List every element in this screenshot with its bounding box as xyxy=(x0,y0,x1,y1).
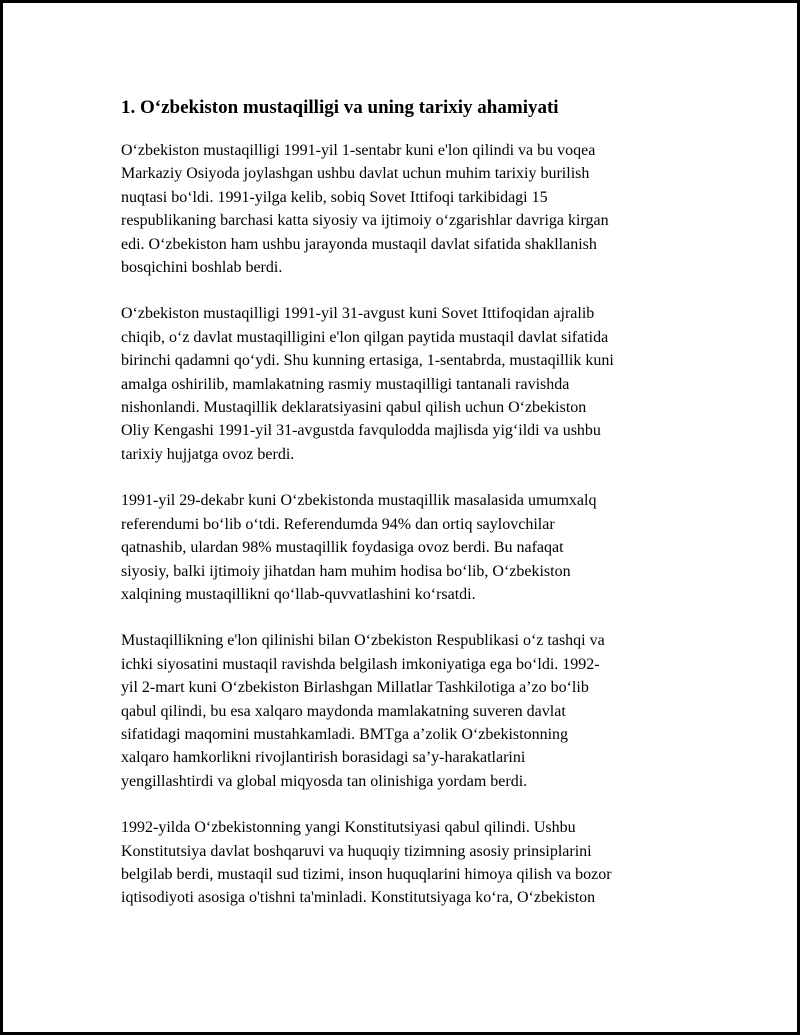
paragraph-line: qabul qilindi, bu esa xalqaro maydonda mamlakatning suveren davlat xyxy=(121,702,566,720)
paragraph-line: ichki siyosatini mustaqil ravishda belgilash imkoniyatiga ega bo‘ldi. 1992- xyxy=(121,655,600,673)
paragraph-line: xalqaro hamkorlikni rivojlantirish borasidagi sa’y-harakatlarini xyxy=(121,749,526,767)
paragraph-line: yengillashtirdi va global miqyosda tan olinishiga yordam berdi. xyxy=(121,772,528,790)
paragraph-line: iqtisodiyoti asosiga o'tishni ta'minladi. Konstitutsiyaga ko‘ra, O‘zbekiston xyxy=(121,889,596,907)
paragraph-line: 1991-yil 29-dekabr kuni O‘zbekistonda mustaqillik masalasida umumxalq xyxy=(121,492,597,510)
paragraph-4 xyxy=(121,629,691,793)
paragraph-line: qatnashib, ulardan 98% mustaqillik foydasiga ovoz berdi. Bu nafaqat xyxy=(121,539,564,557)
paragraph-line: siyosiy, balki ijtimoiy jihatdan ham muhim hodisa bo‘lib, O‘zbekiston xyxy=(121,562,571,580)
paragraph-line: nuqtasi bo‘ldi. 1991-yilga kelib, sobiq Sovet Ittifoqi tarkibidagi 15 xyxy=(121,188,548,206)
paragraph-1 xyxy=(121,139,691,279)
paragraph-line: edi. O‘zbekiston ham ushbu jarayonda mustaqil davlat sifatida shakllanish xyxy=(121,235,597,253)
paragraph-line: xalqining mustaqillikni qo‘llab-quvvatlashini ko‘rsatdi. xyxy=(121,585,476,603)
paragraph-line: belgilab berdi, mustaqil sud tizimi, inson huquqlarini himoya qilish va bozor xyxy=(121,865,612,883)
paragraph-line: O‘zbekiston mustaqilligi 1991-yil 1-sentabr kuni e'lon qilindi va bu voqea xyxy=(121,142,596,159)
paragraph-line: birinchi qadamni qo‘ydi. Shu kunning ertasiga, 1-sentabrda, mustaqillik kuni xyxy=(121,352,614,370)
section-heading: 1. O‘zbekiston mustaqilligi va uning tarixiy ahamiyati xyxy=(121,97,559,118)
document-body xyxy=(121,95,691,933)
paragraph-line: Markaziy Osiyoda joylashgan ushbu davlat uchun muhim tarixiy burilish xyxy=(121,165,590,183)
paragraph-line: Mustaqillikning e'lon qilinishi bilan O‘zbekiston Respublikasi o‘z tashqi va xyxy=(121,632,605,650)
paragraph-3 xyxy=(121,489,691,606)
paragraph-5 xyxy=(121,816,691,910)
paragraph-line: 1992-yilda O‘zbekistonning yangi Konstitutsiyasi qabul qilindi. Ushbu xyxy=(121,819,576,837)
paragraph-line: tarixiy hujjatga ovoz berdi. xyxy=(121,445,295,463)
paragraph-line: bosqichini boshlab berdi. xyxy=(121,259,283,277)
paragraph-line: Konstitutsiya davlat boshqaruvi va huquqiy tizimning asosiy prinsiplarini xyxy=(121,842,592,860)
paragraph-line: O‘zbekiston mustaqilligi 1991-yil 31-avgust kuni Sovet Ittifoqidan ajralib xyxy=(121,305,595,323)
paragraph-line: Oliy Kengashi 1991-yil 31-avgustda favqulodda majlisda yig‘ildi va ushbu xyxy=(121,422,601,440)
paragraph-line: sifatidagi maqomini mustahkamladi. BMTga a’zolik O‘zbekistonning xyxy=(121,725,569,743)
paragraph-line: nishonlandi. Mustaqillik deklaratsiyasini qabul qilish uchun O‘zbekiston xyxy=(121,399,587,417)
paragraph-line: yil 2-mart kuni O‘zbekiston Birlashgan Millatlar Tashkilotiga a’zo bo‘lib xyxy=(121,679,589,697)
paragraph-line: chiqib, o‘z davlat mustaqilligini e'lon qilgan paytida mustaqil davlat sifatida xyxy=(121,328,609,346)
paragraph-2 xyxy=(121,302,691,466)
paragraph-line: respublikaning barchasi katta siyosiy va ijtimoiy o‘zgarishlar davriga kirgan xyxy=(121,212,609,230)
paragraph-line: referendumi bo‘lib o‘tdi. Referendumda 94% dan ortiq saylovchilar xyxy=(121,515,555,533)
paragraph-line: amalga oshirilib, mamlakatning rasmiy mustaqilligi tantanali ravishda xyxy=(121,375,570,393)
